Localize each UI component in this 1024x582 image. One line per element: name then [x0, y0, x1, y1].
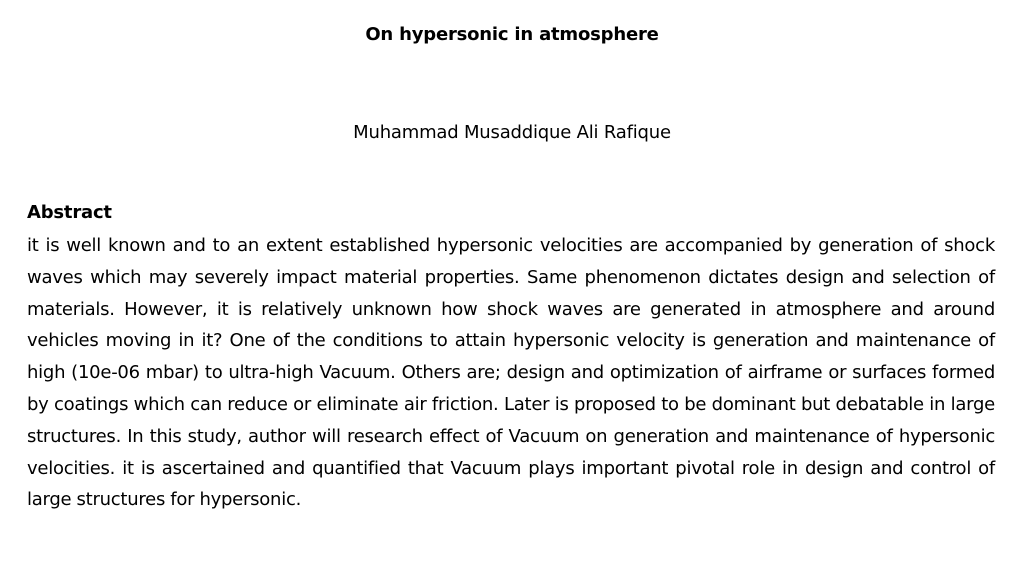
- abstract-body: it is well known and to an extent established hypersonic velocities are accompanied by generation of shock waves which may severely impact material properties. Same phenomenon dictates design and selection of materials. However, it is relatively unknown how shock waves are generated in atmosphere and around vehicles moving in it? One of the conditions to attain hypersonic velocity is generation and maintenance of high (10e-06 mbar) to ultra-high Vacuum. Others are; design and optimization of airframe or surfaces formed by coatings which can reduce or eliminate air friction. Later is proposed to be dominant but debatable in large structures. In this study, author will research effect of Vacuum on generation and maintenance of hypersonic velocities. it is ascertained and quantified that Vacuum plays important pivotal role in design and control of large structures for hypersonic.: [27, 235, 995, 511]
- paper-title: On hypersonic in atmosphere: [365, 24, 659, 45]
- author-name: Muhammad Musaddique Ali Rafique: [353, 122, 671, 143]
- abstract-heading: Abstract: [27, 202, 112, 223]
